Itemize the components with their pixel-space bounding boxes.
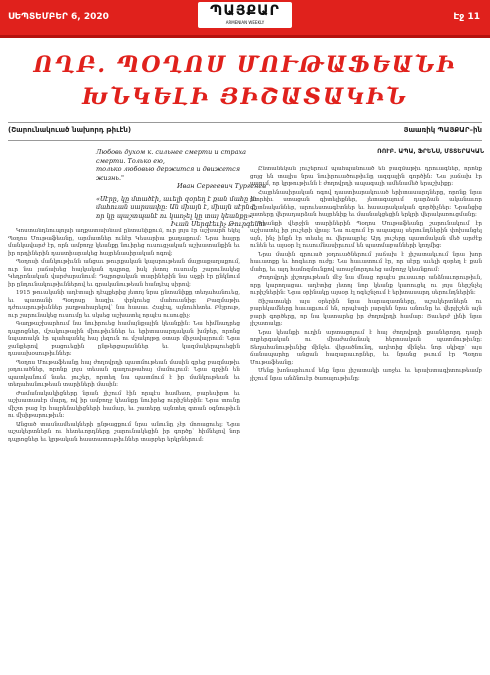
author-credit: ՌՈՒԲ. ԱՊԱ, ՖՐԵՆՍ, ՄՏՏԵՐԱԿԱՆ (377, 148, 484, 155)
epigraph-ru-line: только любовью держится и движется жизнь." (96, 165, 241, 182)
byline-row (8, 124, 482, 138)
paragraph: Գաղթաշխարհում նա նուիրուեց համայնքային կեանքին: Նա հիմնադրեց դպրոցներ, մշակութային միութիւններ եւ երիտասարդական խմբեր, որոնց նպատակն էր պահպանել հայ լեզուն ու մշակոյթը օտար միջավայրում: Նրա ջանքերով բացուեցին ընթերցարաններ եւ կազմակերպուեցին դասախօսութիւններ: (8, 321, 240, 357)
paragraph: Անցած տասնամեակների ընթացքում նրա անունը չէր մոռացուել: Նրա աշակերտներն ու հետեւորդները շարունակեցին իր գործը՝ հիմնելով նոր դպրոցներ եւ կրթական հաստատութիւններ տարբեր երկրներում: (8, 421, 240, 443)
divider-bottom (8, 140, 482, 141)
paragraph: Ժողովրդի յիշողութեան մէջ նա մնաց որպէս լուսաւոր անձնաւորութիւն, որը կարողացաւ աղէտից յետոյ նոր կեանք կառուցել ու յոյս ներշնչել ուրիշներին: Նրա օրինակը այսօր էլ ոգեշնչում է երիտասարդ սերունդներին: (250, 275, 482, 296)
headline-line-1: ՈՂԲ. ՊՕՂՈՍ ՄՈՒԹԱՖԵԱՆԻ (33, 52, 457, 78)
paragraph: Ընտանեկան յուշերում պահպանուած են բազմաթիւ դրուագներ, որոնք ցոյց են տալիս նրա նուիրուածութիւնը ազգային գործին: Նա յաճախ էր ասում, որ կրթութիւնն է ժողովրդի ապագայի ամենամեծ երաշխիքը: (250, 166, 482, 187)
page-number: Էջ 11 (453, 12, 480, 22)
epigraph-hy-line: որ կը պաշտպանէ ու կառչել կը տայ կեանքը»: (96, 211, 254, 220)
epigraph (96, 148, 266, 229)
paragraph: Յիշատակի այս օրերին նրա հարազատները, աշակերտներն ու բարեկամները հաւաքւում են, որպէսզի յարգեն նրա անունը եւ վերյիշեն այն բարի գործերը, որ նա կատարեց իր ժողովրդի համար: Յաւերժ լինի նրա յիշատակը: (250, 298, 482, 327)
issue-date: ՍԵՊՏԵՄԲԵՐ 6, 2020 (8, 12, 109, 22)
paragraph: Նրա կեանքի ուղին արտացոլում է հայ ժողովրդի քսաներորդ դարի ողբերգական ու միաժամանակ հերոսական պատմութիւնը: Տեղահանութիւնից մինչեւ վերածնունդ, աղէտից մինչեւ նոր սկիզբ՝ այս ճանապարհը անցան հազարաւորներ, եւ նրանց թւում էր Պօղոս Մութաֆեանը: (250, 329, 482, 366)
epigraph-ru-author: Иван Сергеевич Тургенев (176, 182, 266, 190)
author-byline: Յաառիկ ՊԱՅՔԱՐ–ին (403, 126, 482, 134)
header-stripe (0, 35, 490, 38)
epigraph-hy-author: Իւան Սերգէեւիչ Թուրգենեւ (170, 220, 266, 228)
paragraph: 1915 թուականի աղէտալի դէպքերից յետոյ նրա ընտանիքը տեղահանուեց, եւ պատանի Պօղոսը հազիւ փրկուեց մահուանից: Բազմաթիւ դժուարութիւններ յաղթահարելով՝ նա հասաւ Հալէպ, այնուհետեւ Բէյրութ, ուր շարունակեց ուսումը եւ սկսեց աշխատել որպէս ուսուցիչ: (8, 290, 240, 319)
article-column-right (250, 166, 482, 668)
divider-top (8, 122, 482, 123)
epigraph-hy-line: «Սէրը, կը մտածէի, աւելի զօրեղ է քան մահը եւ (96, 194, 258, 203)
newspaper-logo (198, 2, 292, 28)
paragraph: Պօղոսի մանկութիւնն անցաւ թուրքական կայսրութեան մայրաքաղաքում, ուր նա յաճախեց հայկական դպրոց, իսկ յետոյ ուսումը շարունակեց Կեդրոնական վարժարանում: Դպրոցական տարիներին նա աչքի էր ընկնում իր ընդունակութիւններով եւ գրականութեան հանդէպ սիրով: (8, 259, 240, 288)
paragraph: Մենք խոնարհւում ենք նրա յիշատակի առջեւ եւ երախտագիտութեամբ յիշում նրա անձնուէր ծառայութիւնը: (250, 368, 482, 382)
headline-line-2: ԽՆԿԵԼԻ ՅԻՇԱՏԱԿԻՆ (81, 84, 409, 110)
paragraph: Կեանքի վերջին տարիներին Պօղոս Մութաֆեանը շարունակում էր աշխատել իր յուշերի վրայ: Նա ուզում էր ապագայ սերունդներին փոխանցել այն, ինչ ինքն էր տեսել ու վերապրել: Այդ յուշերը պատմական մեծ արժէք ունեն եւ այսօր էլ ուսումնասիրւում են պատմաբանների կողմից: (250, 220, 482, 249)
continued-note: (Շարունակուած նախորդ թիւէն) (8, 126, 132, 134)
article-column-left (8, 228, 240, 668)
paragraph: Հայրենասիրական ոգով դաստիարակուած երիտասարդները, որոնք նրա շնորհիւ ստացան գիտելիքներ, յետագայում դարձան ականաւոր գիտնականներ, արուեստագէտներ եւ հասարակական գործիչներ: Նրանցից շատերը վերադարձան հայրենիք եւ մասնակցեցին երկրի վերակառուցմանը: (250, 189, 482, 218)
paragraph: Պօղոս Մութաֆեանը հայ ժողովրդի պատմութեան մասին գրեց բազմաթիւ յօդուածներ, որոնք լոյս տեսան գաղութահայ մամուլում: Նրա գրչին են պատկանում նաեւ յուշեր, որտեղ նա պատմում է իր մանկութեան եւ տեղահանութեան տարիների մասին: (8, 359, 240, 388)
logo-word: ՊԱՅՔԱՐ (210, 3, 280, 19)
paragraph: Ժամանակակիցները նրան յիշում էին որպէս համեստ, բարեսիրտ եւ աշխատասէր մարդ, ով իր ամբողջ կեանքը նուիրեց ուրիշներին: Նրա տունը միշտ բաց էր հայրենակիցների համար, եւ շատերը այնտեղ գտան օգնութիւն ու մխիթարութիւն: (8, 390, 240, 419)
logo-subtitle: ARMENIAN WEEKLY (225, 20, 265, 25)
paragraph: Կոստանդնուպոլսի աղքատախնամ ընտանիքում, ուր լոյս էր աշխարհ եկել Պօղոս Մութաֆեանը, արմատներ ունէր Կեսարիա քաղաքում: Նրա հայրը մանկավարժ էր, որն ամբողջ կեանքը նուիրեց ուսուցչական աշխատանքին եւ իր որդիներին դաստիարակեց հայրենասիրական ոգով: (8, 228, 240, 257)
epigraph-ru-line: Любовь духом к. сильнее смерти и страха смерти. Только ею, (96, 148, 246, 165)
paragraph: Նրա մասին գրուած յօդուածներում յաճախ է յիշատակւում նրա խոր հաւատքը եւ հոգեւոր ուժը: Նա հաւատում էր, որ սէրը աւելի զօրեղ է քան մահը, եւ այդ համոզմունքով առաջնորդուեց ամբողջ կեանքում: (250, 251, 482, 273)
epigraph-hy-line: մահուան սարսափը: Ան միայն է, միայն սէրն է, (96, 203, 258, 211)
page-header (0, 0, 490, 38)
